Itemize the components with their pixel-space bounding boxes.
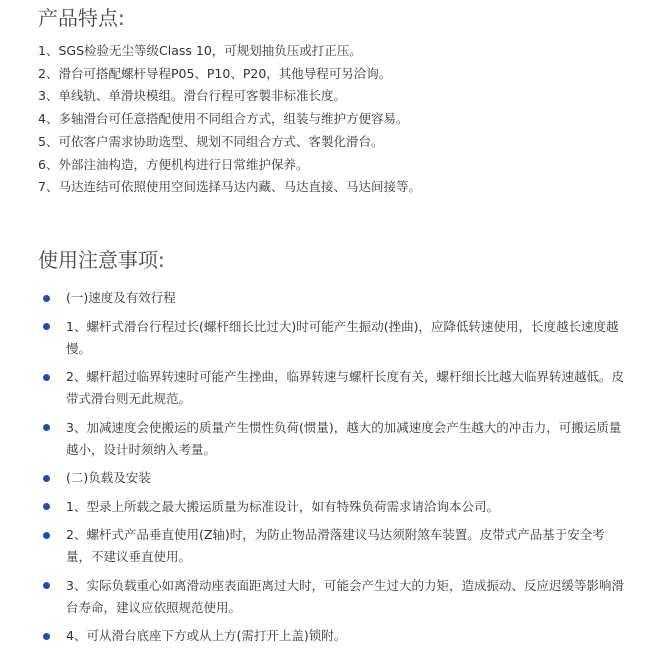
bullet-dot-icon xyxy=(43,424,50,431)
note-item xyxy=(42,366,642,410)
note-text: 3、实际负载重心如离滑动座表面距离过大时，可能会产生过大的力矩，造成振动、反应迟缓等影响滑台寿命，建议应依照规范使用。 xyxy=(66,577,624,615)
feature-item: 1、SGS检验无尘等级Class 10，可规划抽负压或打正压。 xyxy=(38,43,362,58)
bullet-dot-icon xyxy=(43,475,50,482)
bullet-dot-icon xyxy=(43,295,50,302)
note-item xyxy=(42,575,642,619)
note-item xyxy=(42,467,642,489)
note-text: (二)负载及安装 xyxy=(66,470,151,485)
bullet-dot-icon xyxy=(43,633,50,640)
bullet-dot-icon xyxy=(43,323,50,330)
note-text: 2、螺杆式产品垂直使用(Z轴)时，为防止物品滑落建议马达须附煞车装置。皮带式产品基于安全考量，不建议垂直使用。 xyxy=(66,527,605,564)
bullet-dot-icon xyxy=(43,374,50,381)
note-item xyxy=(42,524,642,568)
bullet-dot-icon xyxy=(43,532,50,539)
note-item xyxy=(42,316,642,360)
feature-item: 7、马达连结可依照使用空间选择马达内藏、马达直接、马达间接等。 xyxy=(38,179,421,195)
features-list xyxy=(38,40,648,199)
bullet-dot-icon xyxy=(43,503,50,510)
notes-list xyxy=(42,287,642,654)
feature-item: 6、外部注油构造，方便机构进行日常维护保养。 xyxy=(38,156,309,172)
note-item xyxy=(42,287,642,309)
bullet-dot-icon xyxy=(43,582,50,589)
note-text: 4、可从滑台底座下方或从上方(需打开上盖)锁附。 xyxy=(66,628,347,643)
note-item xyxy=(42,496,642,518)
note-item xyxy=(42,417,642,461)
note-text: (一)速度及有效行程 xyxy=(66,290,176,305)
feature-item: 5、可依客户需求协助选型、规划不同组合方式、客製化滑台。 xyxy=(38,133,384,149)
note-text: 1、螺杆式滑台行程过长(螺杆细长比过大)时可能产生振动(挫曲)，应降低转速使用，长度越长速度越慢。 xyxy=(66,318,619,356)
notes-title: 使用注意事项: xyxy=(38,248,165,272)
feature-item: 2、滑台可搭配螺杆导程P05、P10、P20，其他导程可另洽询。 xyxy=(38,65,392,81)
feature-item: 4、多轴滑台可任意搭配使用不同组合方式，组装与维护方便容易。 xyxy=(38,111,409,127)
features-title: 产品特点: xyxy=(38,6,125,30)
note-text: 1、型录上所载之最大搬运质量为标准设计，如有特殊负荷需求请洽询本公司。 xyxy=(66,498,499,514)
note-item xyxy=(42,625,642,647)
feature-item: 3、单线轨、单滑块模组。滑台行程可客製非标准长度。 xyxy=(38,88,346,104)
note-text: 2、螺杆超过临界转速时可能产生挫曲，临界转速与螺杆长度有关，螺杆细长比越大临界转速越低。皮带式滑台则无此规范。 xyxy=(66,369,624,406)
note-text: 3、加减速度会使搬运的质量产生惯性负荷(惯量)，越大的加减速度会产生越大的冲击力，可搬运质量越小，设计时须纳入考量。 xyxy=(66,419,622,457)
